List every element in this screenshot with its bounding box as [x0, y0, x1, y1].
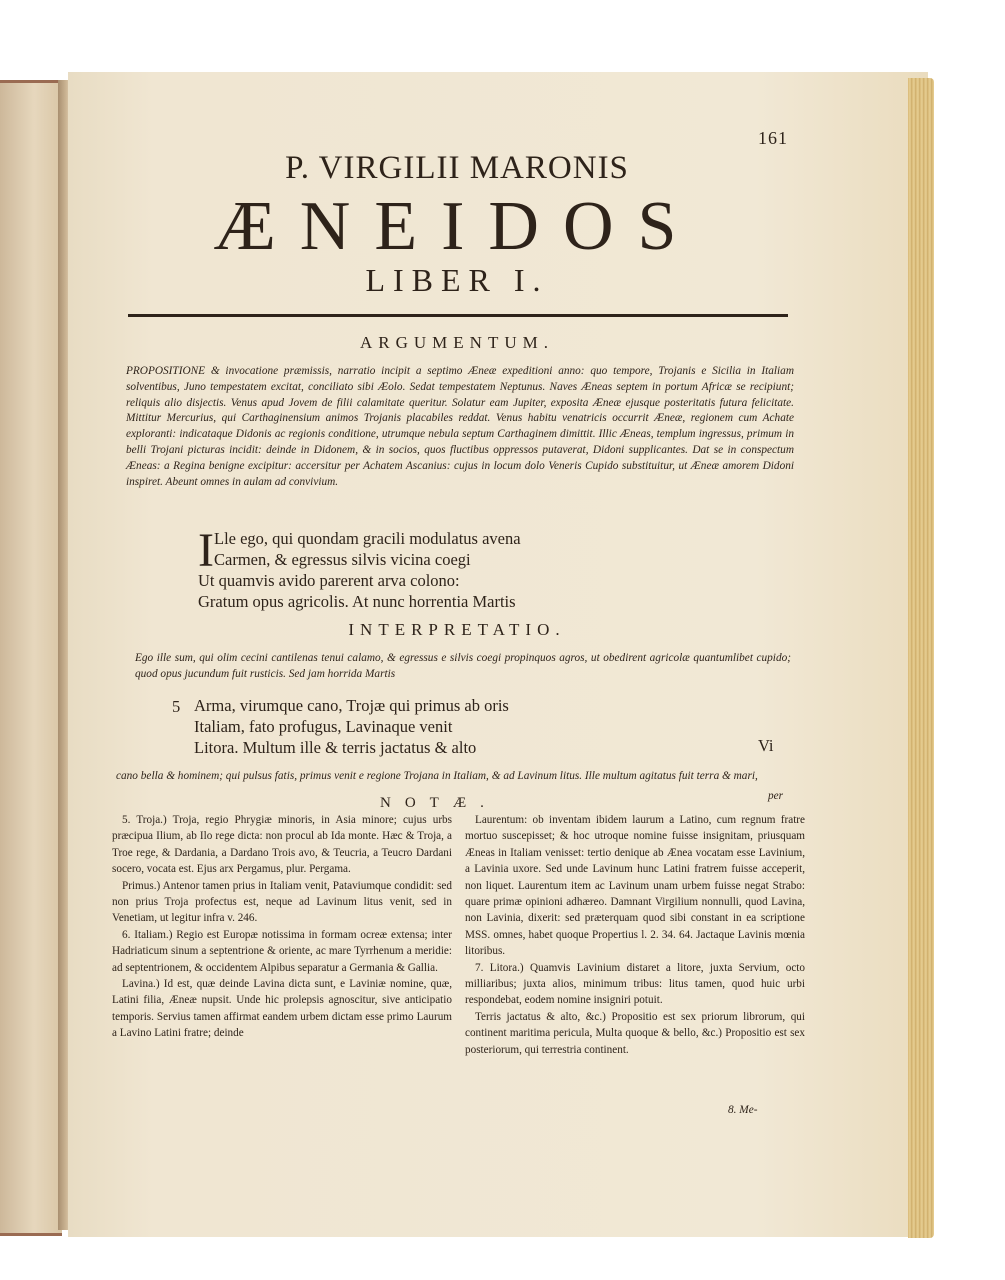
notae-heading: NOTÆ. [380, 795, 498, 811]
translation-text: cano bella & hominem; qui pulsus fatis, primus venit e regione Trojana in Italiam, & ad Lavinum litus. Ille multum agitatus fuit terra & mari, [116, 770, 758, 782]
verse-block-arma [194, 695, 509, 758]
work-title: ÆNEIDOS [213, 188, 701, 265]
argument-text: PROPOSITIONE & invocatione præmissis, narratio incipit a septimo Æneæ expeditioni anno: quo tempore, Trojanis e Sicilia in Italiam solventibus, Juno tempestatem excitat, conciliato sibi Æolo. Sedat tempestatem Neptunus. Naves Æneas septem in portum Africæ se recipiunt; reliquis alio disjectis. Venus apud Jovem de filii calamitate queritur. Solatur eam Jupiter, exposita Æneæ ejusque posteritatis futura felicitate. Mittitur Mercurius, qui Carthaginensium animos Trojanis placabiles reddat. Venus habitu venatricis occurrit Æneæ, regionem cum Achate exploranti: indicataque Didonis ac regionis conditione, utrumque nebula septum Carthaginem dimittit. Illic Æneas, templum ingressus, primum in belli Trojani picturas incidit: deinde in Didonem, & in socios, quos fluctibus oppressos putaverat, Didoni supplicantes. Dat se in conspectum Æneas: a Regina benigne excipitur: accersitur per Achatem Ascanius: cujus in locum dolo Veneris Cupido substituitur, ut Æneæ amorem Didoni inspiret. Abeunt omnes in aulam ad convivium. [126, 365, 794, 488]
catchword: 8. Me- [728, 1104, 758, 1116]
verse-block-opening-cont [198, 570, 516, 612]
verse-line: Gratum opus agricolis. At nunc horrentia Martis [198, 592, 516, 611]
book-number: LIBER I. [365, 262, 549, 298]
note-paragraph: Primus.) Antenor tamen prius in Italiam venit, Pataviumque condidit: sed non prius Troja profectus est, neque ad Lavinum litus venit, sed in Venetiam, ut legitur infra v. 246. [112, 879, 452, 925]
note-paragraph: Lavina.) Id est, quæ deinde Lavina dicta sunt, e Laviniæ nomine, quæ, Latini filia, Æneæ nupsit. Unde hic prolepsis agnoscitur, sive anticipatio temporis. Servius tamen affirmat eandem urbem dictam esse primo Laurum a Lavino Latini fratre; deinde [112, 978, 452, 1040]
verse-line: Ut quamvis avido parerent arva colono: [198, 571, 460, 590]
notes-column-left [112, 812, 452, 1042]
page-fore-edge [908, 78, 934, 1238]
note-paragraph: 5. Troja.) Troja, regio Phrygiæ minoris, in Asia minore; cujus urbs præcipua Ilium, ab Ilo rege dicta: non procul ab Ida monte. Hæc & Troja, a Troe rege, & Dardania, a Dardano Trois avo, & Teucria, a Teucro Dardani socero, vocata est. Ejus arx Pergamus, plur. Pergama. [112, 814, 452, 876]
page-number: 161 [758, 128, 788, 148]
verse-line: Lle ego, qui quondam gracili modulatus avena [214, 529, 521, 548]
notes-column-right [465, 812, 805, 1058]
verse-line: Arma, virumque cano, Trojæ qui primus ab oris [194, 696, 509, 715]
interpretatio-heading: INTERPRETATIO. [348, 620, 566, 639]
verse-block-opening [214, 528, 521, 570]
catchword: Vi [758, 736, 774, 755]
drop-cap: I [198, 524, 214, 577]
verse-number: 5 [172, 697, 181, 716]
catchword: per [768, 790, 784, 802]
verse-line: Litora. Multum ille & terris jactatus & alto [194, 738, 477, 757]
author-title: P. VIRGILII MARONIS [285, 150, 629, 186]
verse-line: Carmen, & egressus silvis vicina coegi [214, 550, 471, 569]
verse-line: Italiam, fato profugus, Lavinaque venit [194, 717, 453, 736]
note-paragraph: Laurentum: ob inventam ibidem laurum a Latino, cum regnum fratre mortuo suscepisset; & hoc utroque nomine fuisse insignitam, priusquam Æneas in Italiam venisset: tertio denique ab Ænea vocatam esse Lavinium, a Lavinia uxore. Sed unde Lavinum hunc Latini fratrem fuisse acceperit, non liquet. Laurentum item ac Lavinum unam urbem fuisse negat Strabo: quare primæ opinioni adhæreo. Damnant Virgilium nonnulli, quod Lavina, non Lavinia, dixerit: sed præterquam quod sibi constant in ea scriptione MSS. omnes, habet quoque Propertius l. 2. 34. 64. Jactaque Lavinis mœnia litoribus. [465, 814, 805, 958]
note-paragraph: 7. Litora.) Quamvis Lavinium distaret a litore, juxta Servium, octo milliaribus; juxta alios, minimum tribus: litus tamen, quod huic urbi respondebat, eodem nomine insigniri potuit. [465, 961, 805, 1007]
interpretatio-text: Ego ille sum, qui olim cecini cantilenas tenui calamo, & egressus e silvis coegi propinquos agros, ut obedirent agricolæ quantumlibet cupido; quod opus jucundum fuit rusticis. Sed jam horrida Martis [135, 652, 791, 680]
note-paragraph: 6. Italiam.) Regio est Europæ notissima in formam ocreæ extensa; inter Hadriaticum sinum a septentrione & oriente, ac mare Tyrrhenum a meridie: ad septentrionem, & occidentem Alpibus separatur a Germania & Gallia. [112, 928, 452, 974]
title-rule [128, 314, 788, 317]
left-page-edge [0, 80, 62, 1236]
argument-heading: ARGUMENTUM. [360, 333, 554, 352]
note-paragraph: Terris jactatus & alto, &c.) Propositio est sex priorum librorum, qui continent maritima pericula, Multa quoque & bello, &c.) Propositio est sex posteriorum, qui terrestria continent. [465, 1010, 805, 1056]
